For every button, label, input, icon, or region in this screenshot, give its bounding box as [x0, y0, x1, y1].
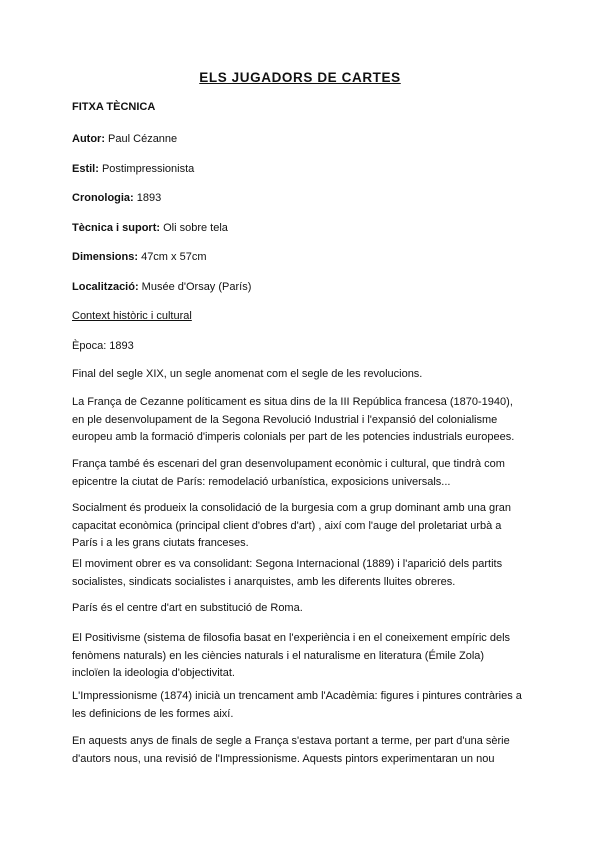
text-line: Socialment és produeix la consolidació de la burgesia com a grup dominant amb una gran [72, 502, 512, 514]
field-localitzacio [72, 281, 251, 294]
field-label: Dimensions: [72, 251, 139, 263]
paragraph [72, 500, 527, 553]
text-line: d'autors nous, una revisió de l'Impressionisme. Aquests pintors experimentaran un nou [72, 752, 495, 765]
epoca-line: Època: 1893 [72, 340, 134, 352]
paragraph [72, 366, 527, 384]
context-heading: Context històric i cultural [72, 310, 192, 322]
field-value: Musée d'Orsay (París) [138, 281, 252, 293]
text-line: El Positivisme (sistema de filosofia basat en l'experiència i en el coneixement empíric dels [72, 632, 511, 644]
text-line: capacitat econòmica (principal client d'obres d'art) , així com l'auge del proletariat urbà a [72, 519, 502, 532]
field-label: Localització: [72, 281, 139, 293]
paragraph [72, 733, 527, 768]
text-line: L'Impressionisme (1874) inicià un trencament amb l'Acadèmia: figures i pintures contràries a [72, 690, 522, 702]
paragraph [72, 688, 527, 723]
text-line: El moviment obrer es va consolidant: Segona Internacional (1889) i l'aparició dels partits [72, 558, 503, 570]
text-line: europeu amb la formació d'imperis colonials per part de les potencies industrials europees. [72, 431, 515, 443]
paragraph [72, 394, 527, 447]
paragraph [72, 556, 527, 591]
field-cronologia [72, 192, 161, 205]
field-estil [72, 163, 194, 176]
text-line: París és el centre d'art en substitució de Roma. [72, 602, 303, 614]
paragraph [72, 630, 527, 683]
paragraph [72, 456, 527, 491]
field-value: Postimpressionista [98, 163, 195, 175]
text-line: les definicions de les formes així. [72, 707, 234, 720]
field-dimensions [72, 251, 206, 264]
field-tecnica [72, 222, 228, 235]
text-line: La França de Cezanne políticament es situa dins de la III República francesa (1870-1940), [72, 396, 513, 408]
field-label: Cronologia: [72, 192, 134, 204]
field-autor [72, 133, 177, 146]
text-line: En aquests anys de finals de segle a França s'estava portant a terme, per part d'una sèrie [72, 735, 510, 747]
text-line: fenòmens naturals) en les ciències naturals i el naturalisme en literatura (Émile Zola) [72, 649, 485, 662]
field-label: Autor: [72, 133, 105, 145]
field-label: Estil: [72, 163, 99, 175]
text-line: França també és escenari del gran desenvolupament econòmic i cultural, que tindrà com [72, 458, 505, 470]
document-title: ELS JUGADORS DE CARTES [199, 70, 401, 85]
text-line: incloïen la ideologia d'objectivitat. [72, 667, 235, 679]
field-value: 47cm x 57cm [138, 251, 207, 263]
paragraph [72, 600, 527, 618]
text-line: en ple desenvolupament de la Segona Revolució Industrial i l'expansió del colonialisme [72, 413, 498, 426]
text-line: socialistes, sindicats socialistes i anarquistes, amb les diferents lluites obreres. [72, 575, 456, 588]
field-value: 1893 [133, 192, 162, 204]
fitxa-heading: FITXA TÈCNICA [72, 101, 156, 113]
field-value: Paul Cézanne [105, 133, 178, 145]
text-line: Final del segle XIX, un segle anomenat com el segle de les revolucions. [72, 368, 423, 380]
field-value: Oli sobre tela [160, 222, 228, 234]
text-line: París i a les grans ciutats franceses. [72, 537, 249, 549]
text-line: epicentre la ciutat de París: remodelació urbanística, exposicions universals... [72, 475, 451, 488]
field-label: Tècnica i suport: [72, 222, 161, 234]
